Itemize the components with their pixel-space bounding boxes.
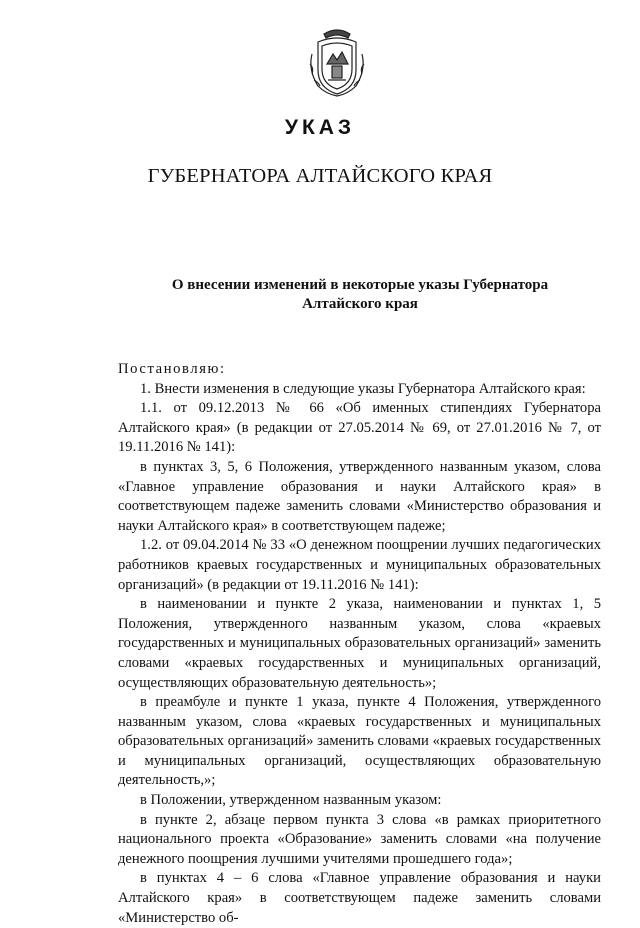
document-type-title: УКАЗ (284, 116, 356, 139)
paragraph: в наименовании и пункте 2 указа, наименовании и пунктах 1, 5 Положения, утвержденного названным указом, слова «краевых государственных и муниципальных образовательных организаций» заменить словами «краевых государственных и муниципальных организаций, осуществляющих образовательную деятельность»; (118, 596, 601, 691)
paragraph: в пунктах 3, 5, 6 Положения, утвержденного названным указом, слова «Главное управление образования и науки Алтайского края» в соответствующем падеже заменить словами «Министерство образования и науки Алтайского края» в соответствующем падеже; (118, 458, 601, 534)
paragraph: 1.2. от 09.04.2014 № 33 «О денежном поощрении лучших педагогических работников краевых государственных и муниципальных образовательных организаций» (в редакции от 19.11.2016 № 141): (118, 537, 601, 593)
paragraph: в преамбуле и пункте 1 указа, пункте 4 Положения, утвержденного названным указом, слова «краевых государственных и муниципальных образовательных организаций» заменить словами «краевых государственных и муниципальных организаций, осуществляющих образовательную деятельность,»; (118, 694, 601, 789)
heading-line: Алтайского края (302, 296, 418, 312)
document-body (118, 360, 601, 928)
altai-krai-coat-of-arms-icon (304, 24, 370, 98)
paragraph: 1.1. от 09.12.2013 № 66 «Об именных стипендиях Губернатора Алтайского края» (в редакции от 27.05.2014 № 69, от 27.01.2016 № 7, от 19.11.2016 № 141): (118, 400, 601, 456)
paragraph: в пунктах 4 – 6 слова «Главное управление образования и науки Алтайского края» в соответствующем падеже заменить словами «Министерство об- (118, 870, 601, 926)
decree-word: Постановляю: (118, 361, 226, 377)
paragraph: в Положении, утвержденном названным указом: (140, 792, 442, 809)
issuer-title: ГУБЕРНАТОРА АЛТАЙСКОГО КРАЯ (147, 165, 493, 187)
paragraph: в пункте 2, абзаце первом пункта 3 слова «в рамках приоритетного национального проекта «Образование» заменить словами «на получение денежного поощрения лучшими учителями прошедшего года»; (118, 811, 601, 867)
paragraph: 1. Внести изменения в следующие указы Губернатора Алтайского края: (140, 380, 586, 397)
heading-line: О внесении изменений в некоторые указы Губернатора (171, 277, 549, 293)
document-heading (150, 276, 570, 314)
